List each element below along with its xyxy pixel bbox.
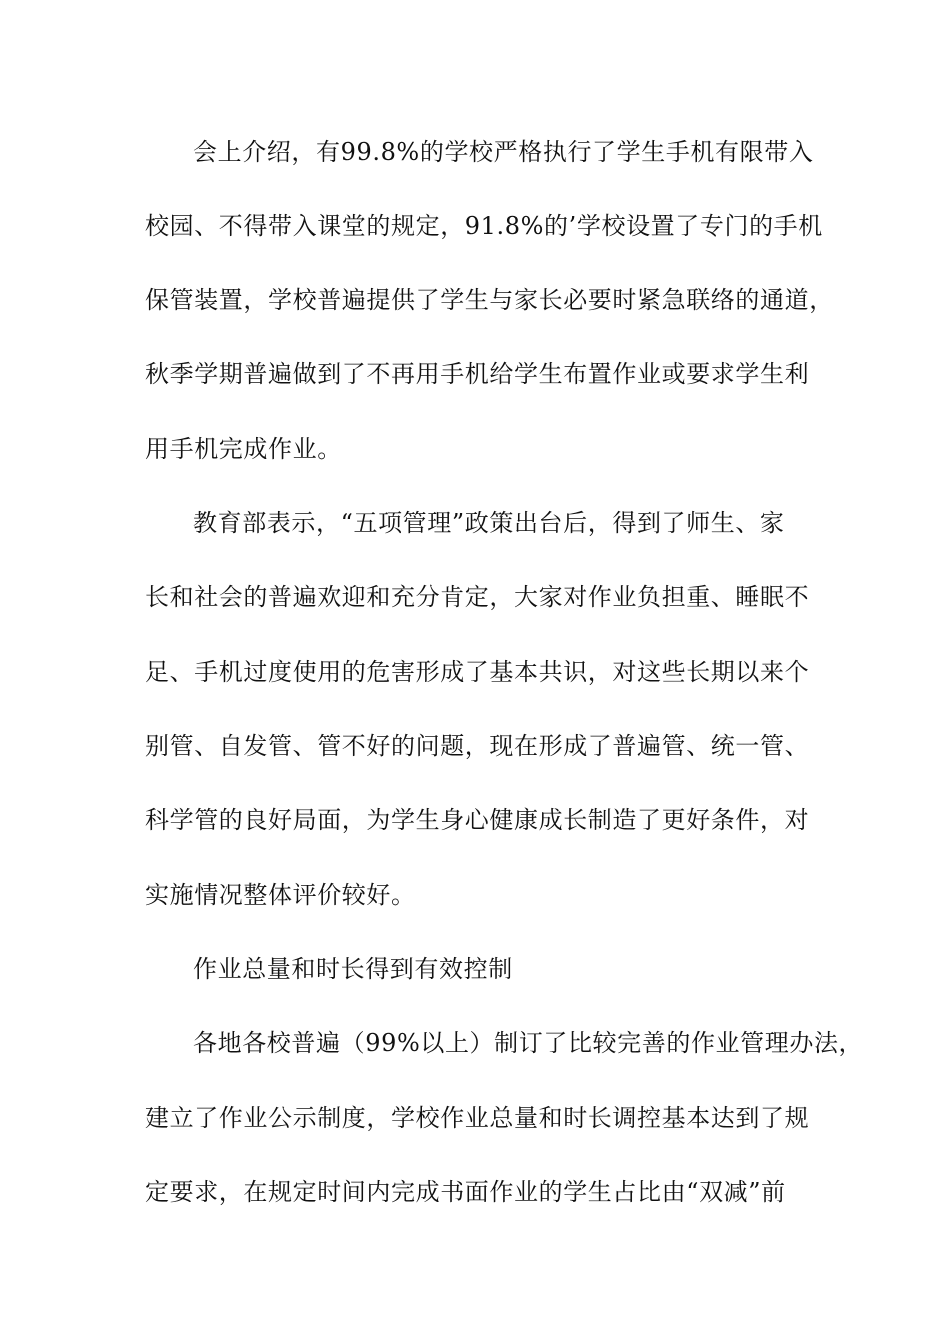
paragraph-2-line-3: 足、手机过度使用的危害形成了基本共识，对这些长期以来个 — [145, 658, 810, 686]
paragraph-2-line-6: 实施情况整体评价较好。 — [145, 881, 416, 909]
paragraph-3-line-3: 定要求，在规定时间内完成书面作业的学生占比由“双减”前 — [145, 1178, 786, 1206]
paragraph-2-line-2: 长和社会的普遍欢迎和充分肯定，大家对作业负担重、睡眠不 — [145, 583, 810, 611]
paragraph-3-line-2: 建立了作业公示制度，学校作业总量和时长调控基本达到了规 — [145, 1104, 810, 1132]
paragraph-1-line-2: 校园、不得带入课堂的规定，91.8%的’学校设置了专门的手机 — [145, 212, 823, 240]
paragraph-1-line-5: 用手机完成作业。 — [145, 435, 342, 463]
paragraph-1-line-1: 会上介绍，有99.8%的学校严格执行了学生手机有限带入 — [193, 138, 814, 166]
paragraph-2-line-1: 教育部表示，“五项管理”政策出台后，得到了师生、家 — [193, 509, 785, 537]
paragraph-3-line-1: 各地各校普遍（99%以上）制订了比较完善的作业管理办法， — [193, 1029, 864, 1057]
paragraph-2-line-5: 科学管的良好局面，为学生身心健康成长制造了更好条件，对 — [145, 806, 810, 834]
section-heading: 作业总量和时长得到有效控制 — [193, 955, 513, 983]
paragraph-1-line-4: 秋季学期普遍做到了不再用手机给学生布置作业或要求学生利 — [145, 360, 810, 388]
paragraph-1-line-3: 保管装置，学校普遍提供了学生与家长必要时紧急联络的通道， — [145, 286, 834, 314]
paragraph-2-line-4: 别管、自发管、管不好的问题，现在形成了普遍管、统一管、 — [145, 732, 810, 760]
